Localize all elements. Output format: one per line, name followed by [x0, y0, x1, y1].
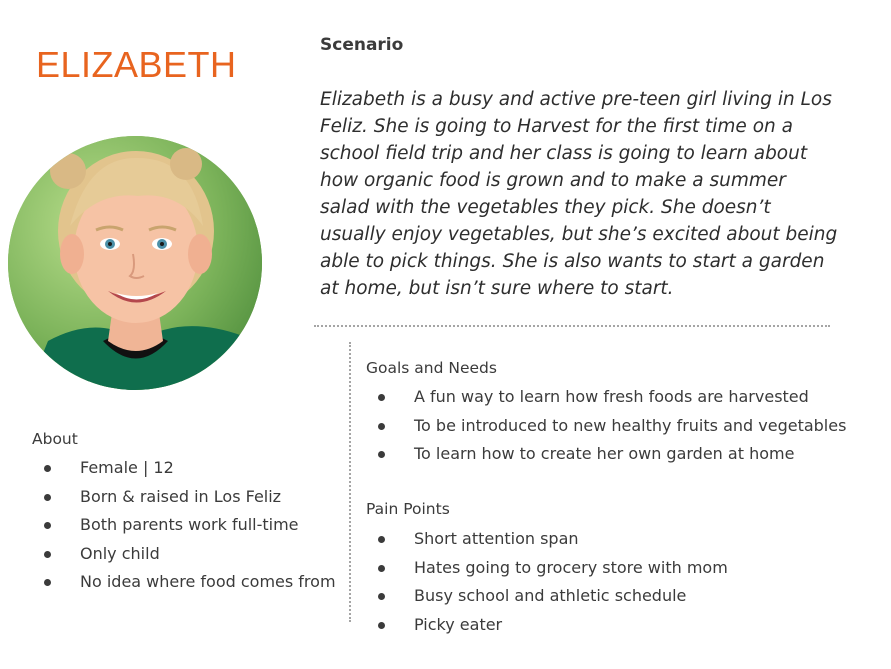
- pain-point-item-text: Hates going to grocery store with mom: [414, 557, 728, 577]
- persona-name: ELIZABETH: [36, 44, 237, 85]
- goals-item-text: To be introduced to new healthy fruits and vegetables: [414, 415, 847, 435]
- goals-heading: Goals and Needs: [366, 359, 497, 377]
- goals-item: [366, 440, 846, 469]
- about-list: [32, 454, 336, 597]
- bullet-icon: [44, 494, 51, 501]
- pain-point-item: [366, 611, 728, 640]
- about-item: [32, 540, 336, 569]
- pain-points-heading: Pain Points: [366, 500, 450, 518]
- pain-points-list: [366, 525, 728, 639]
- about-item-text: Born & raised in Los Feliz: [80, 486, 282, 506]
- bullet-icon: [44, 522, 51, 529]
- bullet-icon: [44, 465, 51, 472]
- about-item-text: No idea where food comes from: [80, 572, 336, 591]
- vertical-divider: [349, 342, 351, 622]
- bullet-icon: [378, 565, 385, 572]
- bullet-icon: [378, 622, 385, 629]
- about-item-text: Female | 12: [80, 458, 174, 477]
- bullet-icon: [378, 451, 385, 458]
- horizontal-divider: [314, 325, 830, 327]
- bullet-icon: [44, 579, 51, 586]
- bullet-icon: [378, 593, 385, 600]
- persona-photo-illustration: [8, 136, 262, 390]
- scenario-heading: Scenario: [320, 35, 404, 55]
- about-item: [32, 568, 336, 597]
- pain-point-item: [366, 554, 728, 583]
- goals-item-text: To learn how to create her own garden at home: [414, 444, 795, 463]
- goals-item: [366, 383, 846, 412]
- about-heading: About: [32, 430, 78, 448]
- about-item: [32, 511, 336, 540]
- pain-point-item-text: Short attention span: [414, 529, 579, 548]
- persona-photo: [8, 136, 262, 390]
- pain-point-item-text: Picky eater: [414, 614, 503, 634]
- bullet-icon: [378, 423, 385, 430]
- about-item-text: Both parents work full-time: [80, 515, 299, 534]
- bullet-icon: [378, 394, 385, 401]
- bullet-icon: [378, 536, 385, 543]
- goals-item-text: A fun way to learn how fresh foods are harvested: [414, 387, 809, 406]
- goals-item: [366, 412, 846, 441]
- about-item-text: Only child: [80, 543, 160, 563]
- pain-point-item-text: Busy school and athletic schedule: [414, 586, 687, 605]
- scenario-text: Elizabeth is a busy and active pre-teen girl living in Los Feliz. She is going to Harvest for the first time on a school field trip and her class is going to learn about how organic food is grown and to make a summer salad with the vegetables they pick. She doesn’t usually enjoy vegetables, but she’s excited about being able to pick things. She is also wants to start a garden at home, but isn’t sure where to start.: [320, 89, 838, 299]
- goals-list: [366, 383, 846, 469]
- pain-point-item: [366, 582, 728, 611]
- pain-point-item: [366, 525, 728, 554]
- bullet-icon: [44, 551, 51, 558]
- about-item: [32, 454, 336, 483]
- about-item: [32, 483, 336, 512]
